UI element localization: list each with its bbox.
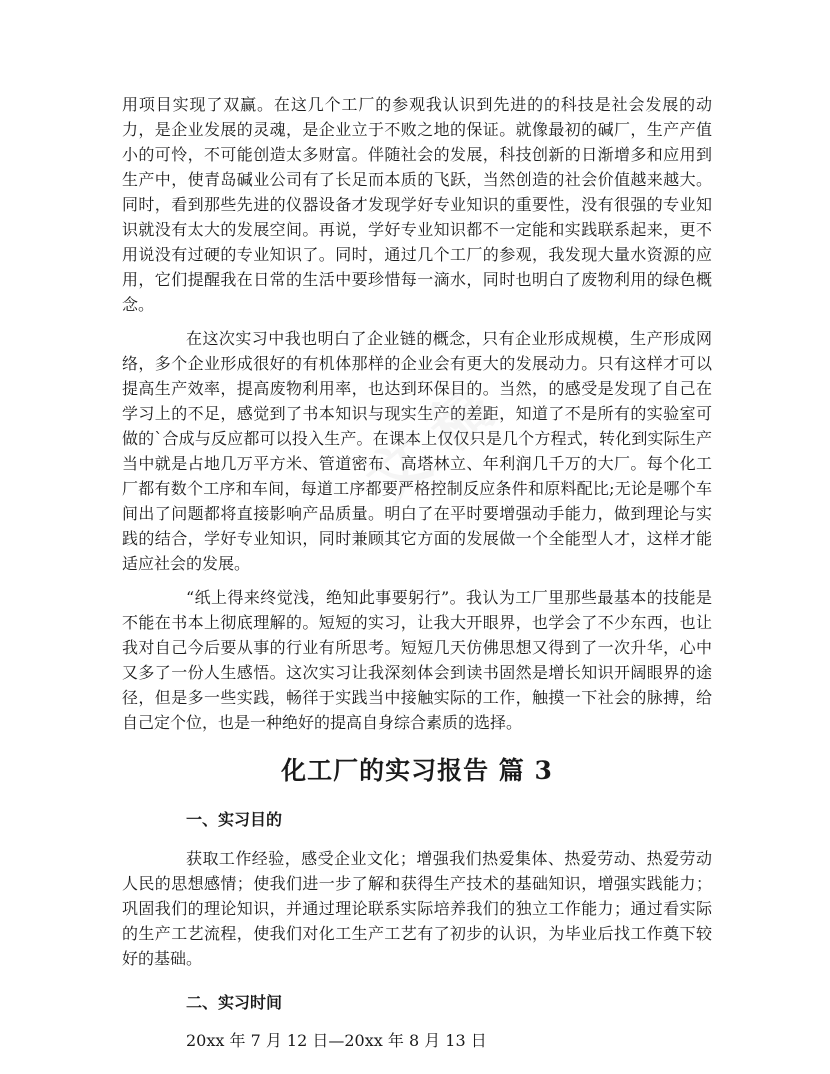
section-body-date: 20xx 年 7 月 12 日—20xx 年 8 月 13 日	[186, 1031, 487, 1050]
section-body-purpose: 获取工作经验，感受企业文化；增强我们热爱集体、热爱劳动、热爱劳动人民的思想感情；使我们进一步了解和获得生产技术的基础知识，增强实践能力；巩固我们的理论知识，并通过理论联系实际培养我们的独立工作能力；通过看实际的生产工艺流程，使我们对化工生产工艺有了初步的认识，为毕业后找工作奠下较好的基础。	[122, 849, 712, 968]
section-heading-time: 二、实习时间	[186, 993, 283, 1012]
paragraph-practice-reflection: “纸上得来终觉浅，绝知此事要躬行”。我认为工厂里那些最基本的技能是不能在书本上彻底理解的。短短的实习，让我大开眼界，也学会了不少东西，也让我对自己今后要从事的行业有所思考。短短几天仿佛思想又得到了一次升华，心中又多了一份人生感悟。这次实习让我深刻体会到读书固然是增长知识开阔眼界的途径，但是多一些实践，畅徉于实践当中接触实际的工作，触摸一下社会的脉搏，给自己定个位，也是一种绝好的提高自身综合素质的选择。	[122, 588, 712, 732]
paragraph-enterprise-chain: 在这次实习中我也明白了企业链的概念，只有企业形成规模，生产形成网络，多个企业形成很好的有机体那样的企业会有更大的发展动力。只有这样才可以提高生产效率，提高废物利用率，也达到环保目的。当然，的感受是发现了自己在学习上的不足，感觉到了书本知识与现实生产的差距，知道了不是所有的实验室可做的`合成与反应都可以投入生产。在课本上仅仅只是几个方程式，转化到实际生产当中就是占地几万平方米、管道密布、高塔林立、年利润几千万的大厂。每个化工厂都有数个工序和车间，每道工序都要严格控制反应条件和原料配比;无论是哪个车间出了问题都将直接影响产品质量。明白了在平时要增强动手能力，做到理论与实践的结合，学好专业知识，同时兼顾其它方面的发展做一个全能型人才，这样才能适应社会的发展。	[122, 329, 712, 573]
paragraph-continued: 用项目实现了双赢。在这几个工厂的参观我认识到先进的的科技是社会发展的动力，是企业发展的灵魂，是企业立于不败之地的保证。就像最初的碱厂，生产产值小的可怜，不可能创造太多财富。伴随社会的发展，科技创新的日渐增多和应用到生产中，使青岛碱业公司有了长足而本质的飞跃，当然创造的社会价值越来越大。同时，看到那些先进的仪器设备才发现学好专业知识的重要性，没有很强的专业知识就没有太大的发展空间。再说，学好专业知识都不一定能和实践联系起来，更不用说没有过硬的专业知识了。同时，通过几个工厂的参观，我发现大量水资源的应用，它们提醒我在日常的生活中要珍惜每一滴水，同时也明白了废物利用的绿色概念。	[122, 95, 712, 314]
document-body	[122, 92, 712, 1053]
watermark: 文 稿	[353, 372, 507, 518]
report-title: 化工厂的实习报告 篇 3	[281, 756, 553, 785]
section-heading-purpose: 一、实习目的	[186, 810, 283, 829]
